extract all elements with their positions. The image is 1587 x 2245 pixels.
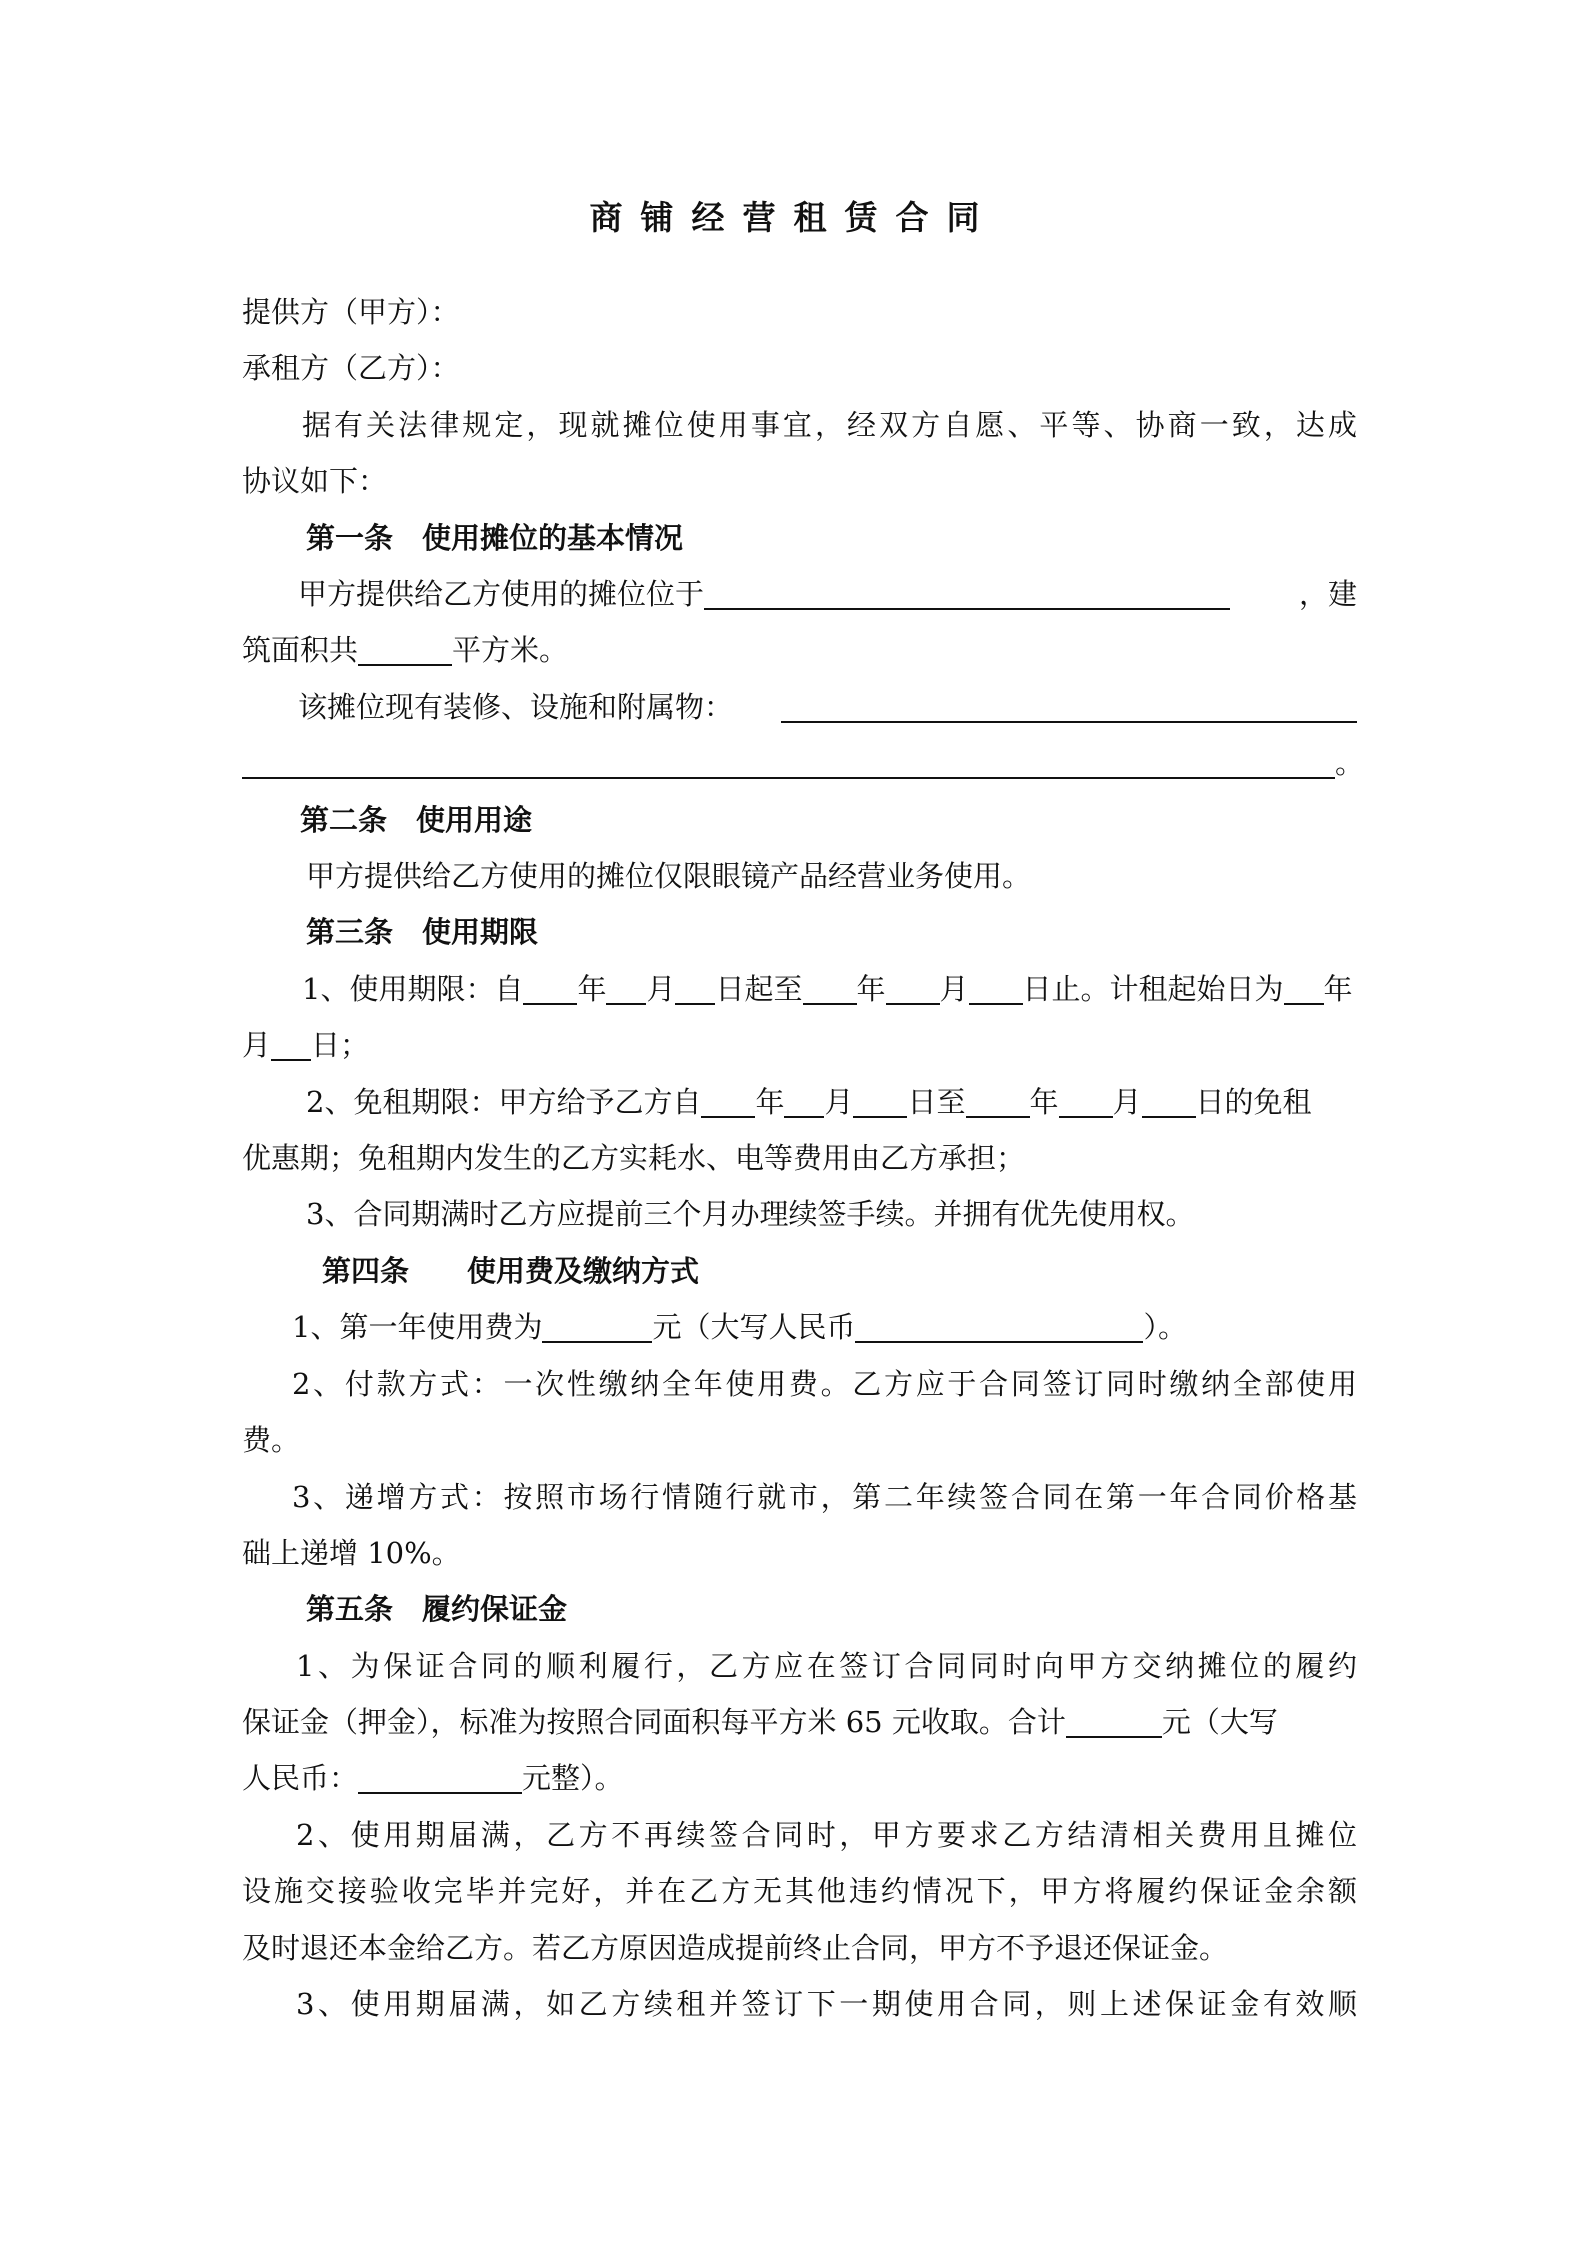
date-blank xyxy=(1059,1086,1113,1118)
article-1-para-2 xyxy=(242,630,1357,670)
term-text: 月 xyxy=(646,972,676,1006)
article-1-heading: 第一条 使用摊位的基本情况 xyxy=(306,521,684,555)
date-blank xyxy=(1284,973,1324,1005)
location-blank xyxy=(704,578,1230,610)
article-5-item-2: 2、使用期届满，乙方不再续签合同时，甲方要求乙方结清相关费用且摊位 xyxy=(296,1818,1357,1852)
article-4-item-2b: 费。 xyxy=(242,1423,301,1457)
term-text: 月 xyxy=(824,1085,854,1119)
date-blank xyxy=(784,1086,824,1118)
fee-amount-blank xyxy=(542,1311,652,1343)
term-text: 2、免租期限：甲方给予乙方自 xyxy=(306,1085,702,1119)
term-text: 年 xyxy=(1029,1085,1059,1119)
article-4-item-1 xyxy=(292,1307,1407,1347)
intro-line-2: 协议如下： xyxy=(242,464,388,498)
deposit-text: 保证金（押金），标准为按照合同面积每平方米 65 元收取。合计 xyxy=(242,1705,1066,1739)
term-text: 日至 xyxy=(907,1085,966,1119)
document-title: 商铺经营租赁合同 xyxy=(589,198,998,237)
date-blank xyxy=(803,973,857,1005)
article-1-para-4 xyxy=(242,743,1365,783)
article-5-item-1b xyxy=(242,1702,1357,1742)
article-1-para-3 xyxy=(298,687,1357,727)
article-1-text: ，建 xyxy=(1298,577,1357,611)
date-blank xyxy=(1142,1086,1196,1118)
date-blank xyxy=(523,973,577,1005)
article-5-item-1c xyxy=(242,1758,1357,1798)
deposit-text: 人民币： xyxy=(242,1761,359,1795)
term-text: 年 xyxy=(856,972,886,1006)
article-5-item-2b: 设施交接验收完毕并完好，并在乙方无其他违约情况下，甲方将履约保证金余额 xyxy=(242,1874,1357,1908)
area-blank xyxy=(358,634,452,666)
fee-text: 元（大写人民币 xyxy=(652,1310,856,1344)
article-4-item-3b: 础上递增 10%。 xyxy=(242,1536,461,1570)
article-5-item-2c: 及时退还本金给乙方。若乙方原因造成提前终止合同，甲方不予退还保证金。 xyxy=(242,1931,1229,1965)
term-text: 月 xyxy=(939,972,969,1006)
article-5-item-3: 3、使用期届满，如乙方续租并签订下一期使用合同，则上述保证金有效顺 xyxy=(296,1987,1357,2021)
article-5-heading: 第五条 履约保证金 xyxy=(306,1592,568,1626)
fee-words-blank xyxy=(855,1311,1143,1343)
article-3-heading: 第三条 使用期限 xyxy=(306,915,539,949)
term-text: 日的免租 xyxy=(1195,1085,1312,1119)
article-1-text: 该摊位现有装修、设施和附属物： xyxy=(298,690,734,724)
article-3-item-1b xyxy=(242,1025,1357,1065)
date-blank xyxy=(853,1086,907,1118)
article-2-para-1: 甲方提供给乙方使用的摊位仅限眼镜产品经营业务使用。 xyxy=(306,859,1032,893)
date-blank xyxy=(701,1086,755,1118)
fee-text: 1、第一年使用费为 xyxy=(292,1310,543,1344)
date-blank xyxy=(675,973,715,1005)
article-1-text: 平方米。 xyxy=(452,633,569,667)
article-4-heading: 第四条 使用费及缴纳方式 xyxy=(322,1254,700,1288)
term-text: 日止。计租起始日为 xyxy=(1022,972,1284,1006)
article-2-heading: 第二条 使用用途 xyxy=(300,803,533,837)
term-text: 1、使用期限：自 xyxy=(302,972,524,1006)
intro-line-1: 据有关法律规定，现就摊位使用事宜，经双方自愿、平等、协商一致，达成 xyxy=(302,408,1357,442)
article-3-item-2 xyxy=(306,1082,1421,1122)
article-4-item-3: 3、递增方式：按照市场行情随行就市，第二年续签合同在第一年合同价格基 xyxy=(292,1480,1357,1514)
article-4-item-2: 2、付款方式：一次性缴纳全年使用费。乙方应于合同签订同时缴纳全部使用 xyxy=(292,1367,1357,1401)
article-1-text: 甲方提供给乙方使用的摊位位于 xyxy=(298,577,705,611)
fixtures-blank-2 xyxy=(242,747,1335,779)
date-blank xyxy=(606,973,646,1005)
term-text: 月 xyxy=(242,1028,272,1062)
deposit-text: 元整）。 xyxy=(522,1761,624,1795)
article-3-item-2b: 优惠期；免租期内发生的乙方实耗水、电等费用由乙方承担； xyxy=(242,1141,1026,1175)
article-1-text: 。 xyxy=(1335,746,1365,780)
deposit-amount-blank xyxy=(1066,1706,1162,1738)
date-blank xyxy=(966,1086,1030,1118)
article-3-item-3: 3、合同期满时乙方应提前三个月办理续签手续。并拥有优先使用权。 xyxy=(306,1197,1195,1231)
fee-text: ）。 xyxy=(1143,1310,1187,1344)
date-blank xyxy=(886,973,940,1005)
term-text: 月 xyxy=(1112,1085,1142,1119)
party-b-line: 承租方（乙方）： xyxy=(242,351,460,385)
date-blank xyxy=(969,973,1023,1005)
article-1-text: 筑面积共 xyxy=(242,633,359,667)
term-text: 年 xyxy=(577,972,607,1006)
deposit-text: 元（大写 xyxy=(1161,1705,1278,1739)
term-text: 年 xyxy=(755,1085,785,1119)
article-3-item-1 xyxy=(302,969,1417,1009)
term-text: 日； xyxy=(311,1028,370,1062)
party-a-line: 提供方（甲方）： xyxy=(242,295,460,329)
term-text: 日起至 xyxy=(715,972,803,1006)
deposit-words-blank xyxy=(358,1762,522,1794)
article-5-item-1: 1、为保证合同的顺利履行，乙方应在签订合同同时向甲方交纳摊位的履约 xyxy=(296,1649,1357,1683)
term-text: 年 xyxy=(1323,972,1353,1006)
article-1-para-1 xyxy=(298,574,1357,614)
date-blank xyxy=(271,1029,311,1061)
fixtures-blank xyxy=(781,691,1357,723)
